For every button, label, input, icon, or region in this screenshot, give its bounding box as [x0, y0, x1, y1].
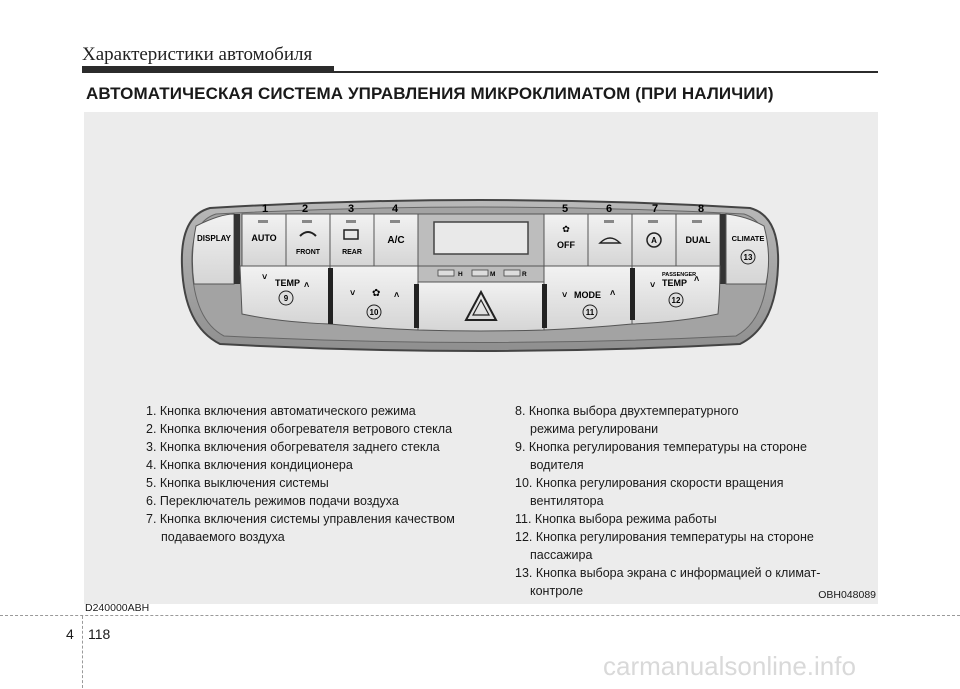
center-display — [418, 214, 544, 266]
svg-text:A: A — [651, 236, 657, 245]
callout-4: 4 — [392, 203, 399, 215]
legend-item-cont: подаваемого воздуха — [161, 530, 285, 544]
passenger-label: PASSENGER — [662, 272, 697, 278]
svg-text:˅: ˅ — [650, 280, 656, 290]
legend-item: 9. Кнопка регулирования температуры на стороне — [515, 440, 807, 454]
recirculation-button[interactable] — [588, 214, 632, 266]
legend-item: 7. Кнопка включения системы управления качеством — [146, 512, 455, 526]
legend-item: 12. Кнопка регулирования температуры на стороне — [515, 530, 814, 544]
legend-item: 4. Кнопка включения кондиционера — [146, 458, 353, 472]
legend-item: 11. Кнопка выбора режима работы — [515, 512, 717, 526]
fan-speed-rocker[interactable] — [330, 266, 418, 330]
legend-item: 3. Кнопка включения обогревателя заднего стекла — [146, 440, 440, 454]
mode-label: MODE — [574, 290, 601, 300]
header-title: Характеристики автомобиля — [82, 44, 313, 65]
legend-item-cont: режима регулировани — [530, 422, 659, 436]
footer-divider — [0, 615, 960, 616]
legend-item: 13. Кнопка выбора экрана с информацией о климат- — [515, 566, 821, 580]
display-label: DISPLAY — [197, 234, 231, 243]
mode-rocker[interactable] — [544, 266, 632, 330]
callout-8: 8 — [698, 203, 705, 215]
divider — [720, 214, 726, 284]
ac-label: A/C — [387, 235, 405, 246]
svg-text:˅: ˅ — [262, 272, 268, 282]
auto-button[interactable] — [242, 214, 286, 266]
off-button[interactable] — [544, 214, 588, 266]
rear-label: REAR — [342, 249, 362, 256]
svg-text:˄: ˄ — [610, 288, 616, 298]
svg-text:˅: ˅ — [350, 288, 356, 298]
legend-item-cont: контроле — [530, 584, 584, 598]
temp-right-label: TEMP — [662, 278, 688, 288]
legend-left — [146, 402, 455, 546]
auto-label: AUTO — [251, 233, 277, 243]
front-label: FRONT — [295, 249, 321, 256]
legend-item: 8. Кнопка выбора двухтемпературного — [515, 404, 739, 418]
svg-text:˄: ˄ — [304, 280, 310, 290]
ac-button[interactable] — [374, 214, 418, 266]
climate-label: CLIMATE — [731, 234, 765, 243]
callout-2: 2 — [302, 203, 309, 215]
legend-item-cont: пассажира — [530, 548, 593, 562]
dual-label: DUAL — [685, 235, 711, 245]
callout-12: 12 — [671, 296, 681, 305]
divider — [234, 214, 240, 284]
svg-text:˄: ˄ — [694, 274, 700, 284]
legend-right — [515, 402, 820, 600]
indicator-m: M — [490, 271, 496, 278]
indicator-strip — [418, 266, 544, 282]
rear-defrost-button[interactable] — [330, 214, 374, 266]
off-label: OFF — [557, 240, 575, 250]
section-code: D240000ABH — [85, 602, 150, 614]
callout-13: 13 — [743, 253, 753, 262]
legend-item: 1. Кнопка включения автоматического режима — [146, 404, 416, 418]
legend-item: 6. Переключатель режимов подачи воздуха — [146, 494, 399, 508]
svg-text:˄: ˄ — [394, 290, 400, 300]
page-number: 118 — [88, 626, 111, 642]
callout-6: 6 — [606, 203, 613, 215]
callout-5: 5 — [562, 203, 569, 215]
legend-item: 10. Кнопка регулирования скорости вращения — [515, 476, 784, 490]
callout-7: 7 — [652, 203, 659, 215]
header-rule-thick — [82, 66, 334, 73]
chapter-number: 4 — [66, 626, 74, 642]
footer-vertical-divider — [82, 616, 83, 688]
callout-10: 10 — [369, 308, 379, 317]
fan-icon: ✿ — [562, 224, 570, 234]
display-button[interactable] — [192, 214, 234, 284]
callout-1: 1 — [262, 203, 269, 215]
fan-speed-icon: ✿ — [372, 288, 381, 299]
svg-text:˅: ˅ — [562, 290, 568, 300]
callout-3: 3 — [348, 203, 355, 215]
hazard-button[interactable] — [418, 282, 544, 331]
legend-item: 5. Кнопка выключения системы — [146, 476, 329, 490]
dual-button[interactable] — [676, 214, 720, 266]
section-title: АВТОМАТИЧЕСКАЯ СИСТЕМА УПРАВЛЕНИЯ МИКРОКЛИМАТОМ (ПРИ НАЛИЧИИ) — [86, 84, 774, 103]
figure-code: OBH048089 — [818, 589, 876, 601]
indicator-h: H — [458, 271, 463, 278]
climate-button[interactable] — [726, 214, 769, 284]
callout-11: 11 — [585, 308, 595, 317]
legend-item-cont: водителя — [530, 458, 584, 472]
legend-item-cont: вентилятора — [530, 494, 604, 508]
climate-control-panel — [180, 196, 780, 356]
watermark: carmanualsonline.info — [603, 651, 856, 681]
legend-item: 2. Кнопка включения обогревателя ветрового стекла — [146, 422, 453, 436]
front-defrost-button[interactable] — [286, 214, 330, 266]
header-rule-thin — [334, 71, 878, 73]
temp-left-label: TEMP — [275, 278, 301, 288]
indicator-r: R — [522, 271, 527, 278]
lcd-screen — [434, 222, 528, 254]
air-quality-button[interactable] — [632, 214, 676, 266]
callout-9: 9 — [283, 294, 289, 303]
